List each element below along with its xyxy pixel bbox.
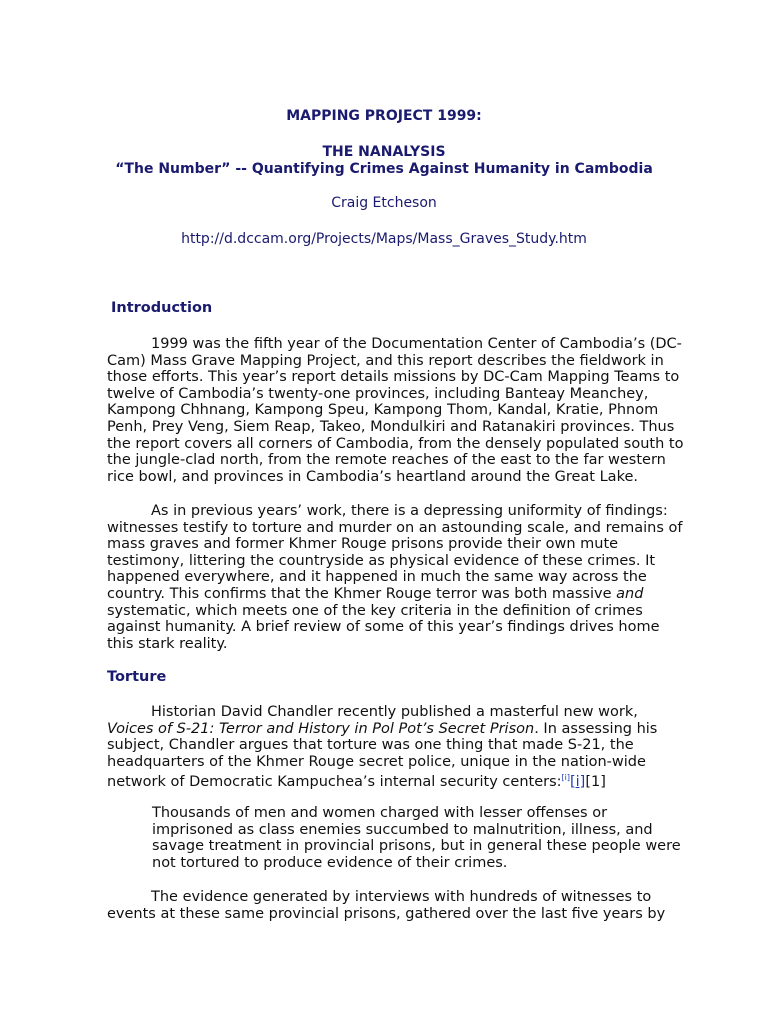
chandler-quote (152, 805, 681, 871)
text-line: The evidence generated by interviews with hundreds of witnesses to (151, 889, 652, 905)
text-line: Cam) Mass Grave Mapping Project, and this report describes the fieldwork in (107, 352, 664, 369)
author-line (0, 195, 768, 211)
text-line: subject, Chandler argues that torture was one thing that made S-21, the (107, 737, 634, 754)
footnote-link[interactable]: [i] (569, 774, 586, 791)
introduction-paragraph-1 (107, 336, 684, 485)
source-url[interactable]: http://d.dccam.org/Projects/Maps/Mass_Graves_Study.htm (181, 231, 587, 247)
text-line: savage treatment in provincial prisons, but in general these people were (152, 838, 681, 855)
analysis-title-text: THE NANALYSIS (322, 144, 446, 160)
text-line: testimony, littering the countryside as physical evidence of these crimes. It (107, 552, 656, 569)
torture-heading: Torture (107, 669, 167, 685)
text-line (107, 721, 667, 738)
text-line: As in previous years’ work, there is a depressing uniformity of findings: (151, 503, 668, 519)
text-line (107, 770, 667, 790)
text-line: rice bowl, and provinces in Cambodia’s heartland around the Great Lake. (107, 468, 638, 485)
text-line: not tortured to produce evidence of their crimes. (152, 854, 508, 871)
document-subtitle-text: “The Number” -- Quantifying Crimes Against Humanity in Cambodia (115, 161, 653, 177)
text-line: the report covers all corners of Cambodia, from the densely populated south to (107, 435, 684, 452)
text-line: imprisoned as class enemies succumbed to malnutrition, illness, and (152, 821, 653, 838)
document-subtitle (0, 161, 768, 177)
text-line: events at these same provincial prisons, gathered over the last five years by (107, 905, 666, 922)
text-line: Historian David Chandler recently published a masterful new work, (151, 704, 638, 720)
footnote-number: [1] (585, 774, 606, 791)
text-line: witnesses testify to torture and murder on an astounding scale, and remains of (107, 519, 683, 536)
url-line (0, 231, 768, 247)
text-line: Penh, Prey Veng, Siem Reap, Takeo, Mondulkiri and Ratanakiri provinces. Thus (107, 418, 675, 435)
text-segment: country. This confirms that the Khmer Rouge terror was both massive (107, 585, 617, 602)
footnote-superscript[interactable]: [i] (561, 773, 570, 783)
text-line: those efforts. This year’s report details missions by DC-Cam Mapping Teams to (107, 369, 680, 386)
torture-paragraph-1 (107, 704, 667, 791)
text-line: against humanity. A brief review of some of this year’s findings drives home (107, 619, 660, 636)
text-line: systematic, which meets one of the key criteria in the definition of crimes (107, 602, 643, 619)
text-segment: . In assessing his (534, 720, 658, 737)
text-line: Kampong Chhnang, Kampong Speu, Kampong Thom, Kandal, Kratie, Phnom (107, 402, 659, 419)
introduction-paragraph-2 (107, 503, 683, 652)
text-line: twelve of Cambodia’s twenty-one provinces, including Banteay Meanchey, (107, 385, 649, 402)
project-title (0, 108, 768, 124)
text-line (107, 586, 667, 603)
text-segment: network of Democratic Kampuchea’s internal security centers: (107, 774, 562, 791)
torture-paragraph-2 (107, 889, 667, 922)
analysis-title (0, 144, 768, 160)
book-title: Voices of S-21: Terror and History in Pol Pot’s Secret Prison (107, 720, 535, 737)
emphasis-text: and (616, 585, 644, 602)
text-line: happened everywhere, and it happened in much the same way across the (107, 569, 647, 586)
introduction-heading: Introduction (111, 300, 213, 316)
text-line: headquarters of the Khmer Rouge secret police, unique in the nation-wide (107, 753, 646, 770)
text-line: Thousands of men and women charged with lesser offenses or (152, 805, 608, 821)
text-line: mass graves and former Khmer Rouge prisons provide their own mute (107, 536, 619, 553)
project-title-text: MAPPING PROJECT 1999: (286, 108, 482, 124)
text-line: the jungle-clad north, from the remote reaches of the east to the far western (107, 452, 666, 469)
text-line: this stark reality. (107, 635, 228, 652)
author-name: Craig Etcheson (331, 195, 437, 211)
text-line: 1999 was the fifth year of the Documentation Center of Cambodia’s (DC- (151, 336, 682, 352)
